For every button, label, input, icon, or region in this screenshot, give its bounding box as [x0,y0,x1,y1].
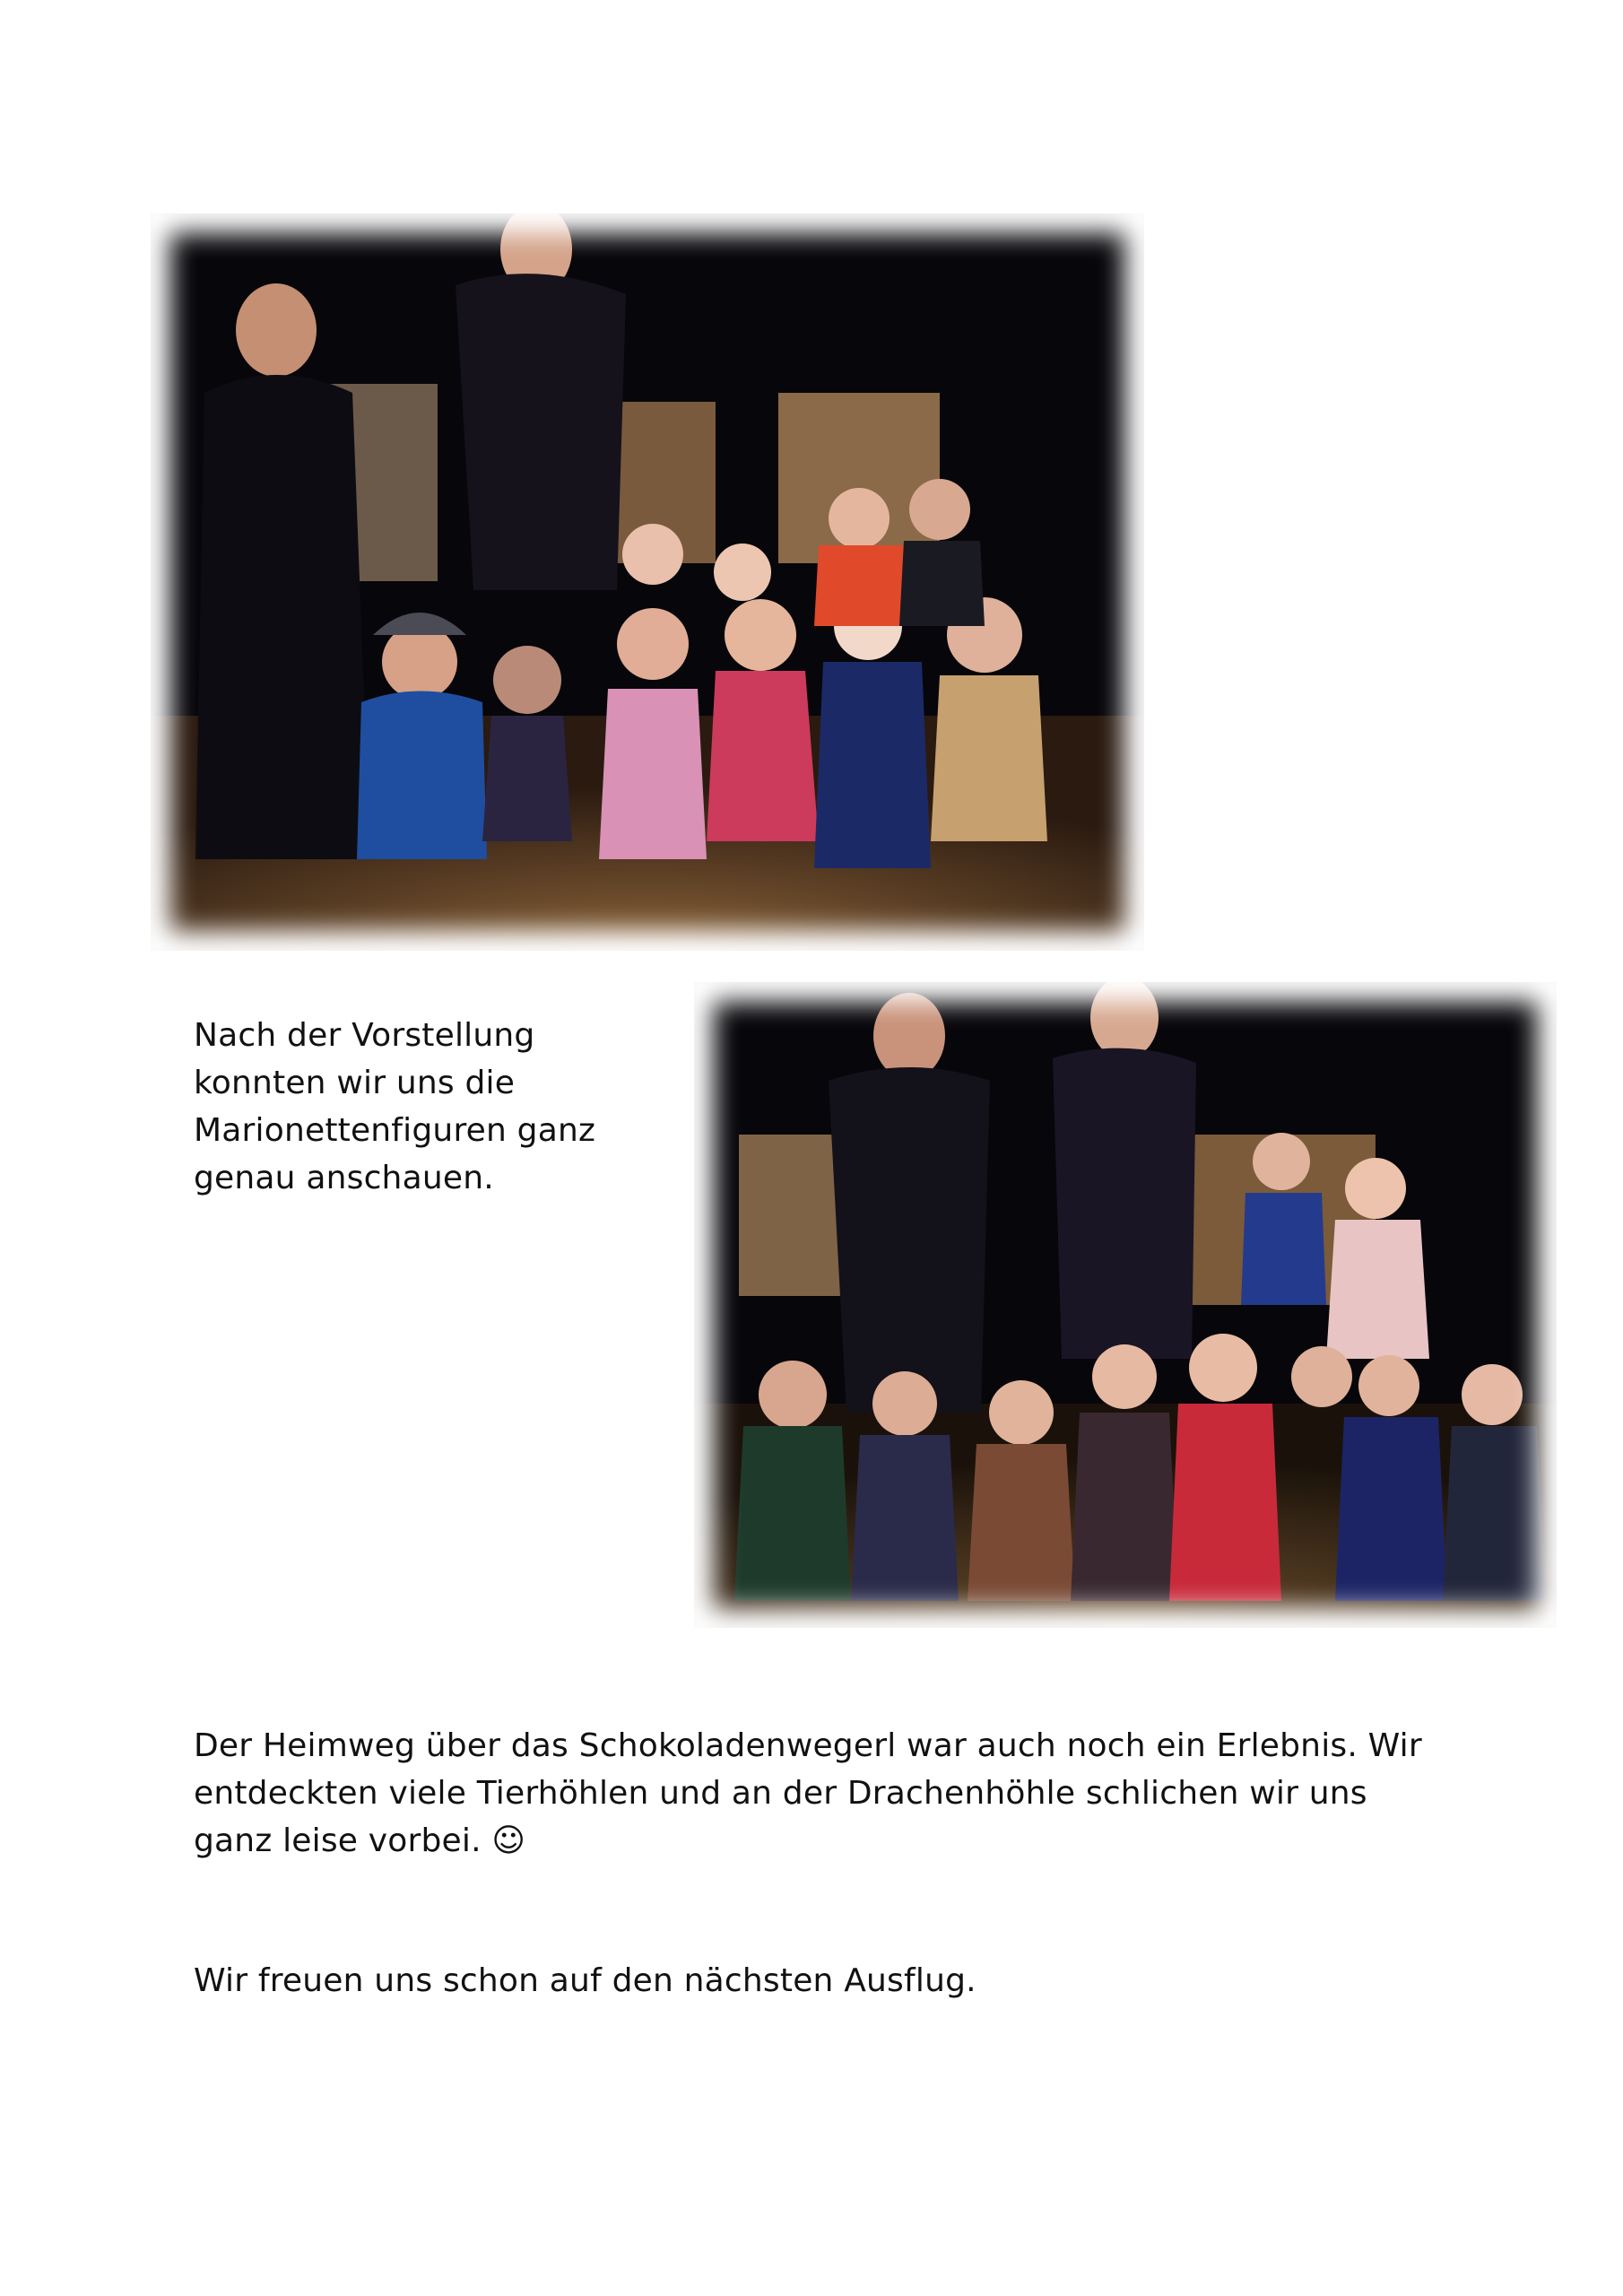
closing-sentence: Wir freuen uns schon auf den nächsten Ausflug. [194,1962,976,1999]
group-photo-with-marionettes [694,982,1557,1628]
photo-caption: Nach der Vorstellung konnten wir uns die Marionettenfiguren ganz genau anschauen. [194,1017,596,1196]
puppeteers-with-children-photo [151,213,1144,951]
body-paragraph: Der Heimweg über das Schokoladenwegerl war auch noch ein Erlebnis. Wir entdeckten viele Tierhöhlen und an der Drachenhöhle schlichen wir uns ganz leise vorbei. ☺ [194,1727,1422,1859]
